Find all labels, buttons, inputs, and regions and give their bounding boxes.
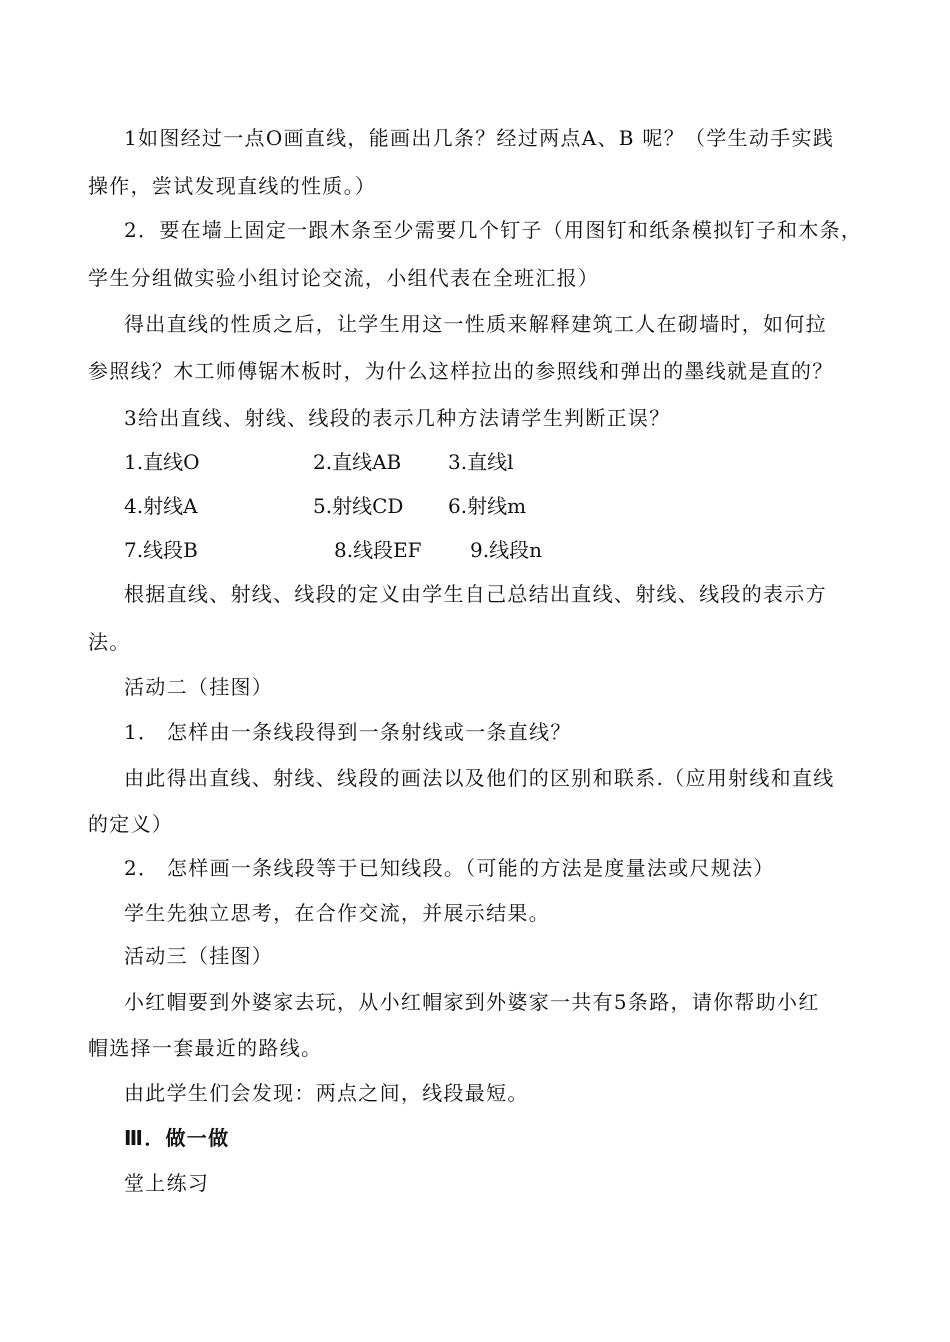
item3: 3给出直线、射线、线段的表示几种方法请学生判断正误？ bbox=[124, 406, 671, 430]
activity3-story-line2: 帽选择一套最近的路线。 bbox=[88, 1036, 323, 1060]
activity2-q1-note-line2: 的定义） bbox=[88, 812, 174, 836]
grid-cell: 7.线段B bbox=[124, 538, 198, 562]
grid-cell: 3.直线l bbox=[448, 450, 514, 474]
grid-cell: 2.直线AB bbox=[313, 450, 402, 474]
conclusion-line1: 得出直线的性质之后，让学生用这一性质来解释建筑工人在砌墙时，如何拉 bbox=[124, 312, 827, 336]
item1-line2: 操作，尝试发现直线的性质。） bbox=[88, 174, 377, 198]
grid-cell: 1.直线O bbox=[124, 450, 200, 474]
activity2-q2-note: 学生先独立思考，在合作交流，并展示结果。 bbox=[124, 901, 550, 925]
conclusion-line2: 参照线？木工师傅锯木板时，为什么这样拉出的参照线和弹出的墨线就是直的？ bbox=[88, 359, 834, 383]
activity2-title: 活动二（挂图） bbox=[124, 675, 274, 699]
grid-cell: 8.线段EF bbox=[334, 538, 422, 562]
grid-cell: 4.射线A bbox=[124, 494, 198, 518]
item2-line2: 学生分组做实验小组讨论交流，小组代表在全班汇报） bbox=[88, 266, 600, 290]
item1-line1: 1如图经过一点O画直线，能画出几条？经过两点A、B 呢？（学生动手实践 bbox=[124, 126, 835, 150]
activity2-q1-note-line1: 由此得出直线、射线、线段的画法以及他们的区别和联系.（应用射线和直线 bbox=[124, 766, 835, 790]
summary-line2: 法。 bbox=[88, 630, 131, 654]
section3-heading: Ⅲ．做一做 bbox=[124, 1126, 230, 1150]
grid-cell: 9.线段n bbox=[470, 538, 542, 562]
activity2-q2: 2． 怎样画一条线段等于已知线段。（可能的方法是度量法或尺规法） bbox=[124, 856, 775, 880]
grid-cell: 6.射线m bbox=[448, 494, 527, 518]
activity3-title: 活动三（挂图） bbox=[124, 944, 274, 968]
activity3-finding: 由此学生们会发现：两点之间，线段最短。 bbox=[124, 1081, 529, 1105]
grid-cell: 5.射线CD bbox=[313, 494, 404, 518]
activity3-story-line1: 小红帽要到外婆家去玩，从小红帽家到外婆家一共有5条路，请你帮助小红 bbox=[124, 990, 820, 1014]
activity2-q1: 1． 怎样由一条线段得到一条射线或一条直线？ bbox=[124, 720, 572, 744]
item2-line1: 2．要在墙上固定一跟木条至少需要几个钉子（用图钉和纸条模拟钉子和木条， bbox=[124, 218, 863, 242]
summary-line1: 根据直线、射线、线段的定义由学生自己总结出直线、射线、线段的表示方 bbox=[124, 582, 827, 606]
section3-subheading: 堂上练习 bbox=[124, 1171, 210, 1195]
